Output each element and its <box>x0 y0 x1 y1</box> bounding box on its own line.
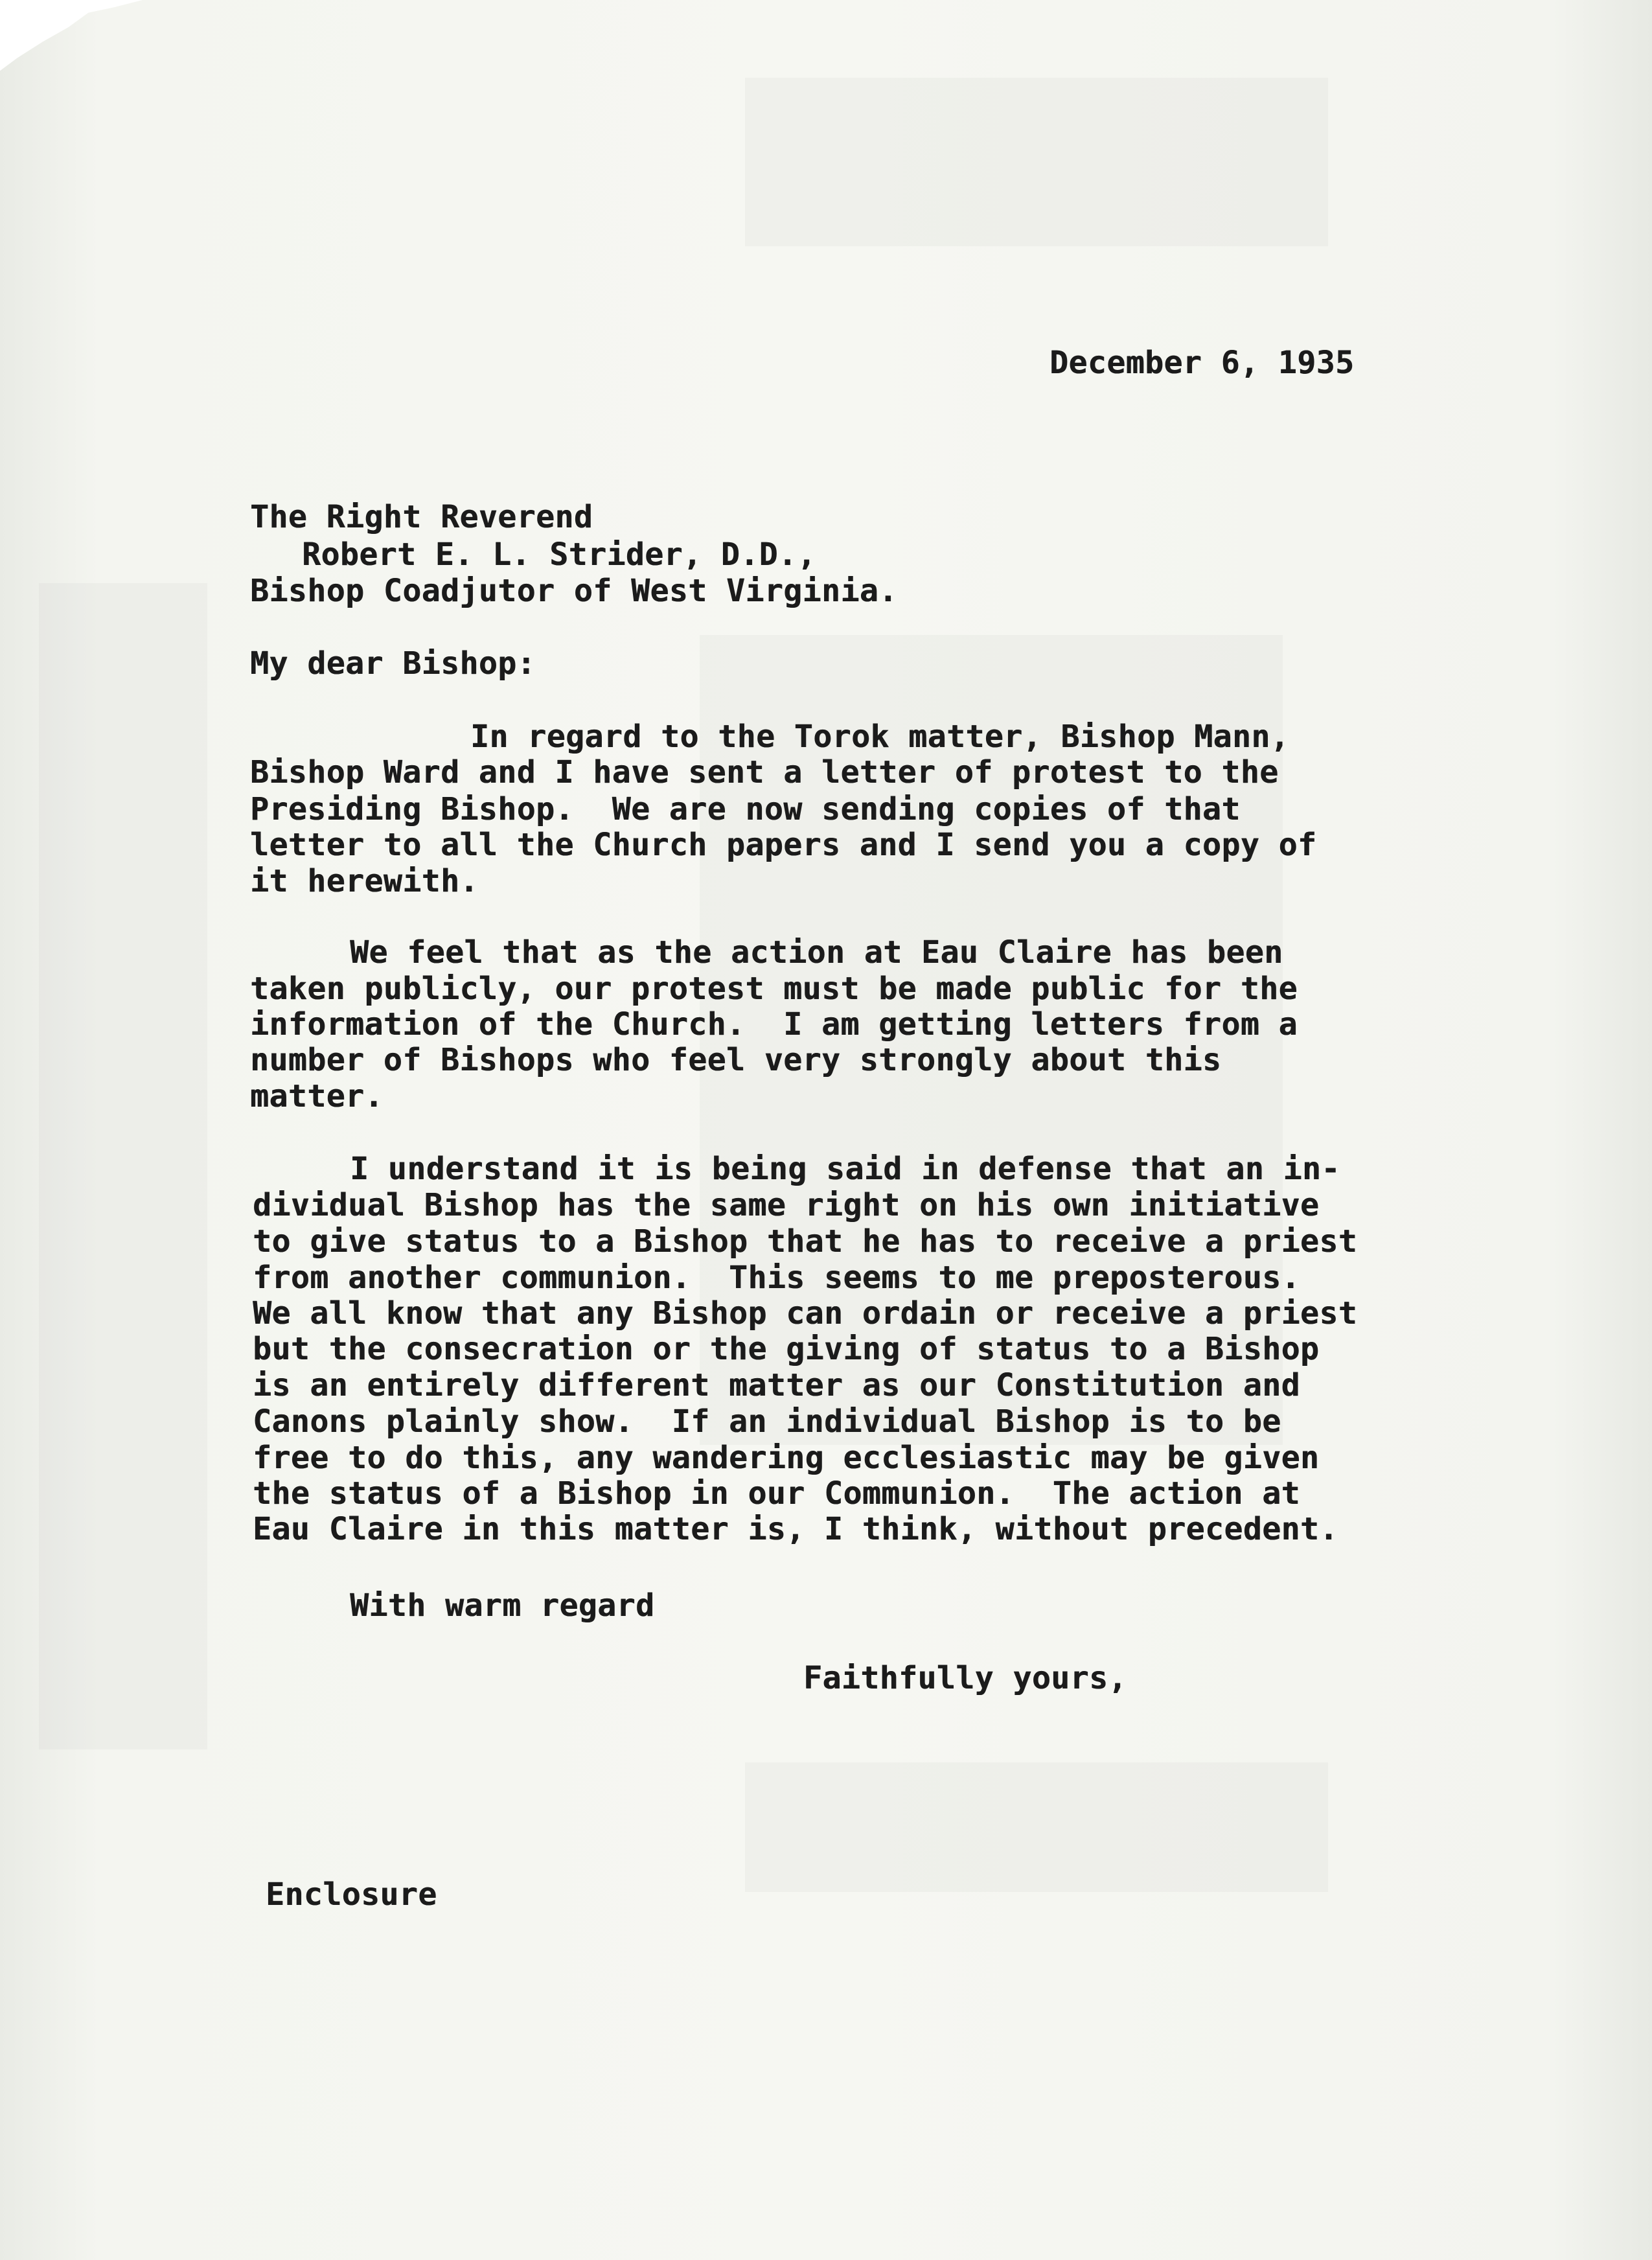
regard-line: With warm regard <box>350 1587 655 1624</box>
paragraph-2-line: number of Bishops who feel very strongly about this <box>250 1042 1222 1078</box>
paragraph-3-line: is an entirely different matter as our Constitution and <box>253 1367 1300 1403</box>
paragraph-1-line: In regard to the Torok matter, Bishop Mann, <box>470 719 1290 755</box>
paragraph-1-line: Presiding Bishop. We are now sending copies of that <box>250 791 1241 827</box>
paragraph-1-line: it herewith. <box>250 863 479 899</box>
addressee-line: Bishop Coadjutor of West Virginia. <box>250 573 898 609</box>
bleed-through-mark <box>745 78 1328 246</box>
paragraph-2-line: information of the Church. I am getting letters from a <box>250 1006 1298 1043</box>
torn-corner <box>0 0 143 91</box>
paragraph-3-line: Canons plainly show. If an individual Bishop is to be <box>253 1403 1281 1440</box>
letter-date: December 6, 1935 <box>1050 345 1355 381</box>
paragraph-3-line: from another communion. This seems to me preposterous. <box>253 1260 1300 1296</box>
complimentary-close: Faithfully yours, <box>803 1660 1127 1696</box>
enclosure-note: Enclosure <box>266 1876 437 1913</box>
paragraph-1-line: Bishop Ward and I have sent a letter of protest to the <box>250 754 1279 790</box>
paragraph-2-line: matter. <box>250 1078 384 1114</box>
salutation: My dear Bishop: <box>250 645 536 682</box>
paragraph-3-line: We all know that any Bishop can ordain or receive a priest <box>253 1295 1358 1332</box>
paragraph-3-line: dividual Bishop has the same right on his own initiative <box>253 1187 1320 1223</box>
paragraph-3-line: but the consecration or the giving of status to a Bishop <box>253 1331 1320 1367</box>
paragraph-2-line: taken publicly, our protest must be made public for the <box>250 971 1298 1007</box>
addressee-line: Robert E. L. Strider, D.D., <box>302 536 816 573</box>
bleed-through-mark <box>745 1762 1328 1892</box>
paragraph-3-line: the status of a Bishop in our Communion. The action at <box>253 1475 1300 1512</box>
paragraph-1-line: letter to all the Church papers and I send you a copy of <box>250 827 1317 863</box>
paragraph-2-line: We feel that as the action at Eau Claire has been <box>350 934 1283 971</box>
paragraph-3-line: Eau Claire in this matter is, I think, without precedent. <box>253 1511 1338 1547</box>
paragraph-3-line: to give status to a Bishop that he has to receive a priest <box>253 1223 1358 1260</box>
paragraph-3-line: free to do this, any wandering ecclesiastic may be given <box>253 1440 1320 1476</box>
paragraph-3-line: I understand it is being said in defense that an in- <box>350 1151 1340 1187</box>
bleed-through-mark <box>39 583 207 1749</box>
addressee-line: The Right Reverend <box>250 499 593 535</box>
